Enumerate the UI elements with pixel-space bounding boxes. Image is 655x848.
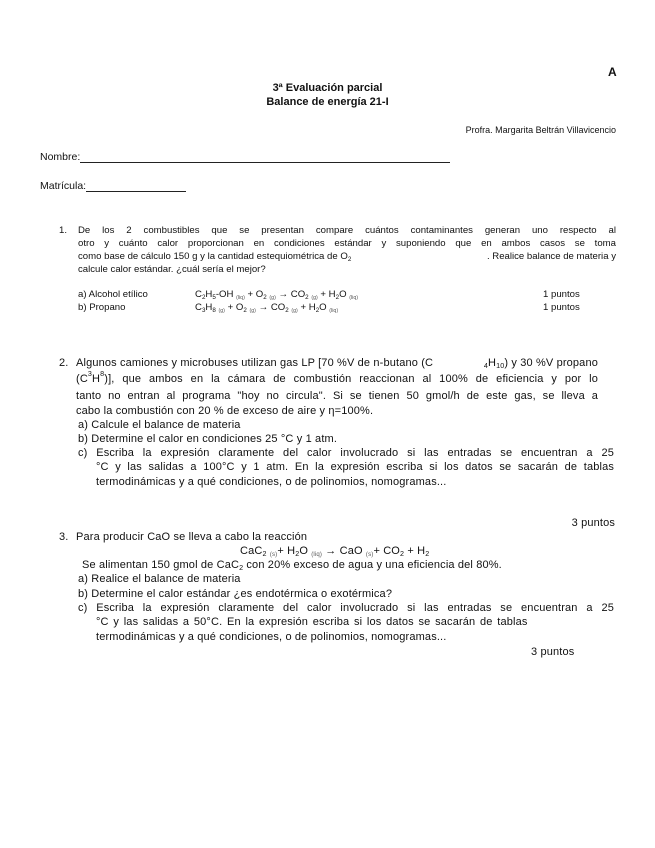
reaction-equation (195, 290, 358, 301)
points: 1 puntos (543, 302, 580, 313)
state-label: (liq) (349, 295, 359, 301)
formula-text: O (319, 302, 330, 313)
exam-title: 3ª Evaluación parcial (272, 82, 383, 94)
state-label: (g) (291, 308, 298, 314)
subscript: 2 (285, 307, 289, 314)
formula-text: CaC (240, 545, 263, 557)
sub-question-c-line: °C y las salidas a 100°C y 1 atm. En la expresión escriba si los datos se sacarán de tablas (96, 461, 614, 473)
subscript: 4 (483, 362, 488, 370)
points: 3 puntos (531, 646, 575, 658)
state-label: (g) (218, 308, 225, 314)
state-label: (g) (269, 295, 276, 301)
text: H (487, 357, 497, 369)
text: Algunos camiones y microbuses utilizan gas LP [70 %V de n-butano (C (76, 357, 434, 369)
subscript: 2 (305, 294, 309, 301)
subscript: 2 (295, 550, 300, 558)
subscript: 3 (201, 307, 206, 314)
name-field[interactable] (40, 152, 450, 163)
question-number: 3. (59, 531, 69, 543)
subscript: 2 (400, 550, 405, 558)
state-label: (liq) (311, 552, 323, 558)
subscript: 10 (496, 362, 505, 370)
formula-text: → CO (255, 302, 286, 313)
question-text-line: Para producir CaO se lleva a cabo la reacción (76, 531, 308, 543)
state-label: (s) (365, 552, 374, 558)
question-text-line (76, 370, 598, 385)
text: . Realice balance de materia y (486, 251, 616, 262)
state-label: (g) (249, 308, 256, 314)
reaction-equation (240, 546, 429, 558)
formula-text: + H (297, 302, 316, 313)
id-label: Matrícula: (40, 180, 87, 192)
text: ) y 30 %V propano (504, 357, 598, 369)
state-label: (s) (269, 552, 278, 558)
formula-text: -OH (215, 289, 237, 300)
state-label: (g) (311, 295, 318, 301)
formula-text: + CO (373, 545, 401, 557)
question-text-line (76, 358, 598, 369)
subscript: 2 (347, 256, 352, 263)
formula-text: C (195, 289, 202, 300)
subscript: 2 (262, 550, 267, 558)
question-text-line: otro y cuánto calor proporcionan en condiciones estándar y suponiendo que en ambos casos se toma (78, 238, 616, 249)
subscript: 2 (315, 307, 320, 314)
exam-subtitle: Balance de energía 21-I (266, 96, 389, 108)
sub-question-c-line: termodinámicas y a qué condiciones, o de polinomios, nomogramas... (96, 476, 447, 488)
sub-question-a: a) Realice el balance de materia (78, 573, 241, 585)
points: 1 puntos (543, 289, 580, 300)
teacher-name: Profra. Margarita Beltrán Villavicencio (465, 125, 616, 135)
formula-text: + H (277, 545, 296, 557)
subscript: 8 (212, 307, 216, 314)
question-text-line (82, 560, 502, 571)
sub-question-c: c) Escriba la expresión claramente del calor involucrado si las entradas se encuentran a 25 (78, 602, 614, 614)
formula-text: + H (317, 289, 336, 300)
formula-text: O (339, 289, 350, 300)
subscript: 2 (239, 564, 244, 572)
formula-text: + O (244, 289, 264, 300)
question-text-line: cabo la combustión con 20 % de exceso de aire y η=100%. (76, 405, 374, 417)
subscript: 3 (87, 370, 93, 378)
text: H (92, 373, 101, 385)
question-number: 2. (59, 357, 69, 369)
state-label: (liq) (329, 308, 339, 314)
question-text-line (78, 252, 616, 262)
sub-question-b: b) Determine el calor estándar ¿es endotérmica o exotérmica? (78, 588, 393, 600)
points: 3 puntos (571, 517, 615, 529)
text: )], que ambos en la cámara de combustión reaccionan al 100% de eficiencia y por lo (104, 373, 598, 385)
subscript: 2 (243, 307, 247, 314)
sub-question-b: b) Determine el calor en condiciones 25 °C y 1 atm. (78, 433, 338, 445)
exam-version: A (608, 65, 617, 79)
text: Se alimentan 150 gmol de CaC (82, 559, 240, 571)
subscript: 5 (212, 294, 216, 301)
fuel-label: a) Alcohol etílico (78, 289, 148, 300)
formula-text: + H (404, 545, 426, 557)
text: con 20% exceso de agua y una eficiencia del 80%. (243, 559, 502, 571)
sub-question-c: c) Escriba la expresión claramente del calor involucrado si las entradas se encuentran a 25 (78, 447, 614, 459)
subscript: 8 (100, 370, 105, 378)
formula-text: O (299, 545, 312, 557)
formula-text: H (205, 302, 213, 313)
id-field[interactable] (40, 181, 186, 192)
name-label: Nombre: (40, 151, 81, 163)
sub-question-c-line: °C y las salidas a 50°C. En la expresión escriba si los datos se sacarán de tablas (96, 616, 528, 628)
question-text-line: tanto no entran al programa "hoy no circula". Si se tienen 50 gmol/h de este gas, se lleva a (76, 390, 598, 402)
subscript: 2 (201, 294, 206, 301)
formula-text: + O (224, 302, 244, 313)
reaction-equation (195, 303, 338, 314)
formula-text: H (205, 289, 213, 300)
text: (C (76, 373, 88, 385)
subscript: 2 (425, 550, 430, 558)
sub-question-c-line: termodinámicas y a qué condiciones, o de polinomios, nomogramas... (96, 631, 447, 643)
fuel-label: b) Propano (78, 302, 126, 313)
sub-question-a: a) Calcule el balance de materia (78, 419, 241, 431)
text: como base de cálculo 150 g y la cantidad estequiométrica de O (78, 251, 348, 262)
formula-text: → CO (275, 289, 306, 300)
formula-text: C (195, 302, 202, 313)
state-label: (liq) (236, 295, 245, 301)
subscript: 2 (263, 294, 267, 301)
question-text-line: calcule calor estándar. ¿cuál sería el mejor? (78, 264, 266, 275)
subscript: 2 (335, 294, 340, 301)
formula-text: → CaO (322, 545, 366, 557)
question-number: 1. (59, 225, 68, 236)
question-text-line: De los 2 combustibles que se presentan compare cuántos contaminantes generan uno respecto al (78, 225, 616, 236)
